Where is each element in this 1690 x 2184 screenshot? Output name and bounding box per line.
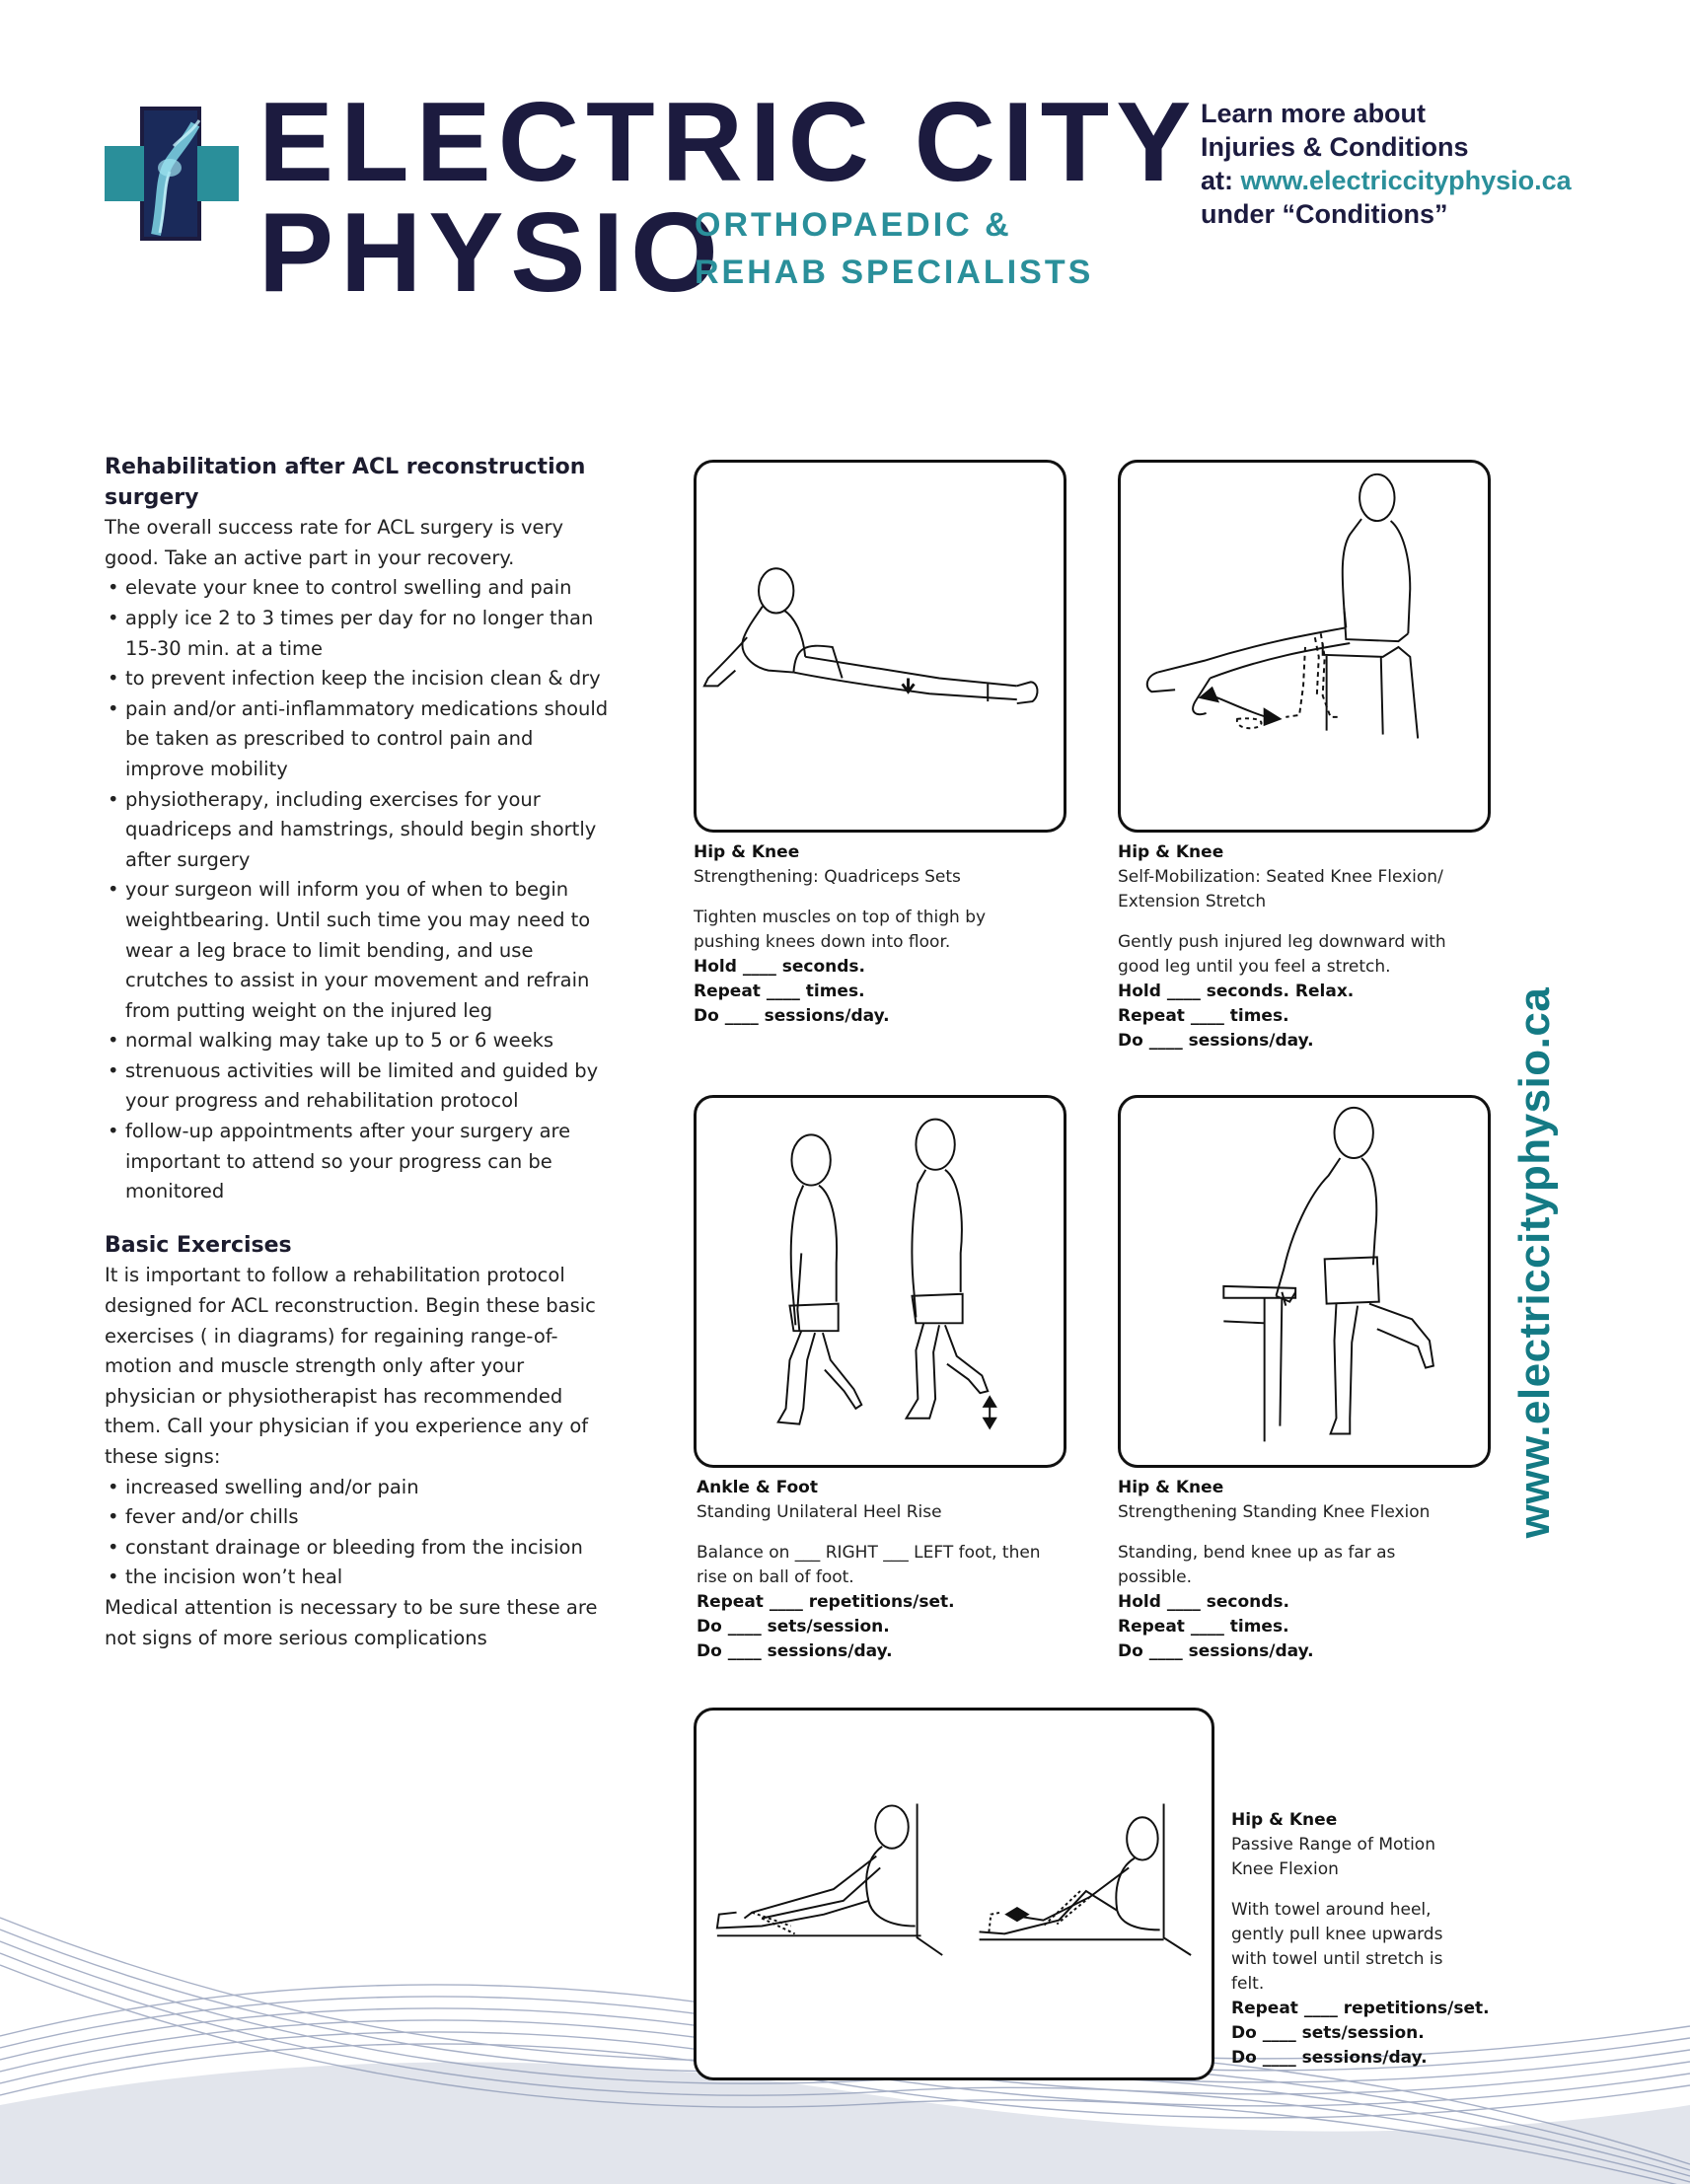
sessions-field: Do ____ sessions/day. <box>697 1641 893 1661</box>
list-item: • normal walking may take up to 5 or 6 weeks <box>105 1026 618 1056</box>
exercise-caption-passive-rom <box>1231 1808 1527 2071</box>
instruction-line: with towel until stretch is <box>1231 1949 1443 1969</box>
exercise-instructions <box>694 906 1068 1029</box>
list-item: • increased swelling and/or pain <box>105 1473 618 1503</box>
hold-field: Hold ____ seconds. <box>1118 1592 1289 1612</box>
learn-line2: Injuries & Conditions <box>1201 132 1469 162</box>
learn-line4: under “Conditions” <box>1201 199 1448 229</box>
list-item: • elevate your knee to control swelling and pain <box>105 573 618 604</box>
section-title-rehab: Rehabilitation after ACL reconstruction surgery <box>105 455 586 510</box>
exercise-name: Strengthening: Quadriceps Sets <box>694 867 961 887</box>
instruction-line: good leg until you feel a stretch. <box>1118 957 1391 977</box>
exercise-illustration-passive-rom <box>694 1708 1214 2080</box>
repeat-field: Repeat ____ repetitions/set. <box>1231 1999 1490 2018</box>
exercise-name-line1: Passive Range of Motion <box>1231 1835 1435 1855</box>
figure-standing-heel-rise <box>697 1098 1064 1465</box>
list-item: • pain and/or anti-inflammatory medications should be taken as prescribed to control pain and improve mobility <box>105 694 618 785</box>
sessions-field: Do ____ sessions/day. <box>694 1006 890 1026</box>
acl-info-column <box>105 453 618 1653</box>
exercise-caption-seated-flexion <box>1118 840 1493 1054</box>
hold-field: Hold ____ seconds. Relax. <box>1118 982 1355 1001</box>
recovery-bullet-list <box>105 573 618 1206</box>
exercise-illustration-seated-flexion <box>1118 460 1491 833</box>
list-item: • the incision won’t heal <box>105 1563 618 1593</box>
exercise-name: Strengthening Standing Knee Flexion <box>1118 1502 1431 1522</box>
exercise-instructions <box>1118 1541 1493 1664</box>
instruction-line: Gently push injured leg downward with <box>1118 932 1446 952</box>
list-item: • to prevent infection keep the incision clean & dry <box>105 664 618 694</box>
sessions-field: Do ____ sessions/day. <box>1118 1031 1314 1051</box>
website-link-main: www.electriccityphysio <box>1240 166 1535 195</box>
instruction-line: Tighten muscles on top of thigh by <box>694 908 987 927</box>
list-item: • apply ice 2 to 3 times per day for no longer than 15-30 min. at a time <box>105 604 618 664</box>
instruction-line: Standing, bend knee up as far as <box>1118 1543 1396 1563</box>
brand-name-line2: PHYSIO <box>258 190 725 316</box>
hold-field: Hold ____ seconds. <box>694 957 865 977</box>
exercise-category: Hip & Knee <box>1118 842 1224 862</box>
exercise-illustration-quad-sets <box>694 460 1066 833</box>
exercise-category: Hip & Knee <box>1118 1478 1224 1497</box>
learn-more-block <box>1201 97 1572 231</box>
exercise-caption-heel-rise <box>697 1476 1071 1664</box>
instruction-line: felt. <box>1231 1974 1265 1994</box>
warning-signs-list <box>105 1473 618 1593</box>
list-item: • follow-up appointments after your surgery are important to attend so your progress can be monitored <box>105 1117 618 1207</box>
exercise-name-line2: Extension Stretch <box>1118 892 1267 911</box>
list-item: • physiotherapy, including exercises for your quadriceps and hamstrings, should begin shortly after surgery <box>105 785 618 876</box>
exercise-caption-quad-sets <box>694 840 1068 1029</box>
figure-seated-knee-flexion <box>1121 463 1488 830</box>
section-title-basic-exercises: Basic Exercises <box>105 1232 292 1258</box>
tagline-line1: ORTHOPAEDIC & <box>695 206 1012 244</box>
instruction-line: Balance on ___ RIGHT ___ LEFT foot, then <box>697 1543 1041 1563</box>
exercise-illustration-heel-rise <box>694 1095 1066 1468</box>
list-item: • your surgeon will inform you of when to begin weightbearing. Until such time you may need to wear a leg brace to limit bending, and use crutches to assist in your movement and refrain from putting weight on the injured leg <box>105 875 618 1026</box>
exercise-caption-standing-flexion <box>1118 1476 1493 1664</box>
vertical-website-url[interactable]: www.electriccityphysio.ca <box>1510 986 1559 1539</box>
exercise-illustration-standing-flexion <box>1118 1095 1491 1468</box>
instruction-line: possible. <box>1118 1567 1193 1587</box>
basic-intro-paragraph: It is important to follow a rehabilitation protocol designed for ACL reconstruction. Begin these basic exercises ( in diagrams) for regaining range-of-motion and muscle strength only after your physician or physiotherapist has recommended them. Call your physician if you experience any of these signs: <box>105 1264 596 1468</box>
instruction-line: rise on ball of foot. <box>697 1567 854 1587</box>
repeat-field: Repeat ____ times. <box>1118 1006 1289 1026</box>
exercise-instructions <box>1231 1898 1527 2071</box>
closing-paragraph: Medical attention is necessary to be sure these are not signs of more serious complications <box>105 1595 598 1649</box>
exercise-category: Ankle & Foot <box>697 1478 818 1497</box>
exercise-name-line1: Self-Mobilization: Seated Knee Flexion/ <box>1118 867 1443 887</box>
sessions-field: Do ____ sessions/day. <box>1231 2048 1428 2068</box>
exercise-instructions <box>697 1541 1071 1664</box>
brand-name-line1: ELECTRIC CITY <box>258 80 1199 205</box>
exercise-instructions <box>1118 930 1493 1054</box>
sets-field: Do ____ sets/session. <box>697 1617 890 1637</box>
sets-field: Do ____ sets/session. <box>1231 2023 1425 2043</box>
instruction-line: With towel around heel, <box>1231 1900 1432 1920</box>
learn-line1: Learn more about <box>1201 99 1427 128</box>
repeat-field: Repeat ____ times. <box>1118 1617 1289 1637</box>
figure-passive-knee-flexion <box>697 1711 1212 2077</box>
list-item: • strenuous activities will be limited and guided by your progress and rehabilitation protocol <box>105 1056 618 1117</box>
exercise-category: Hip & Knee <box>694 842 800 862</box>
exercise-name: Standing Unilateral Heel Rise <box>697 1502 942 1522</box>
website-link-tld: .ca <box>1534 166 1572 195</box>
instruction-line: pushing knees down into floor. <box>694 932 951 952</box>
brand-tagline <box>695 201 1093 296</box>
website-link[interactable] <box>1241 166 1572 195</box>
learn-line3 <box>1201 164 1572 197</box>
sessions-field: Do ____ sessions/day. <box>1118 1641 1314 1661</box>
instruction-line: gently pull knee upwards <box>1231 1925 1443 1944</box>
exercise-name-line2: Knee Flexion <box>1231 1859 1339 1879</box>
logo-knee-cross-icon <box>105 107 239 241</box>
exercise-category: Hip & Knee <box>1231 1810 1338 1830</box>
learn-at-label: at: <box>1201 166 1233 195</box>
list-item: • fever and/or chills <box>105 1502 618 1533</box>
figure-standing-knee-flexion <box>1121 1098 1488 1465</box>
figure-lying-quad-set <box>697 463 1064 830</box>
tagline-line2: REHAB SPECIALISTS <box>695 254 1094 291</box>
repeat-field: Repeat ____ repetitions/set. <box>697 1592 955 1612</box>
intro-paragraph: The overall success rate for ACL surgery is very good. Take an active part in your recovery. <box>105 516 564 569</box>
repeat-field: Repeat ____ times. <box>694 982 865 1001</box>
list-item: • constant drainage or bleeding from the incision <box>105 1533 618 1564</box>
